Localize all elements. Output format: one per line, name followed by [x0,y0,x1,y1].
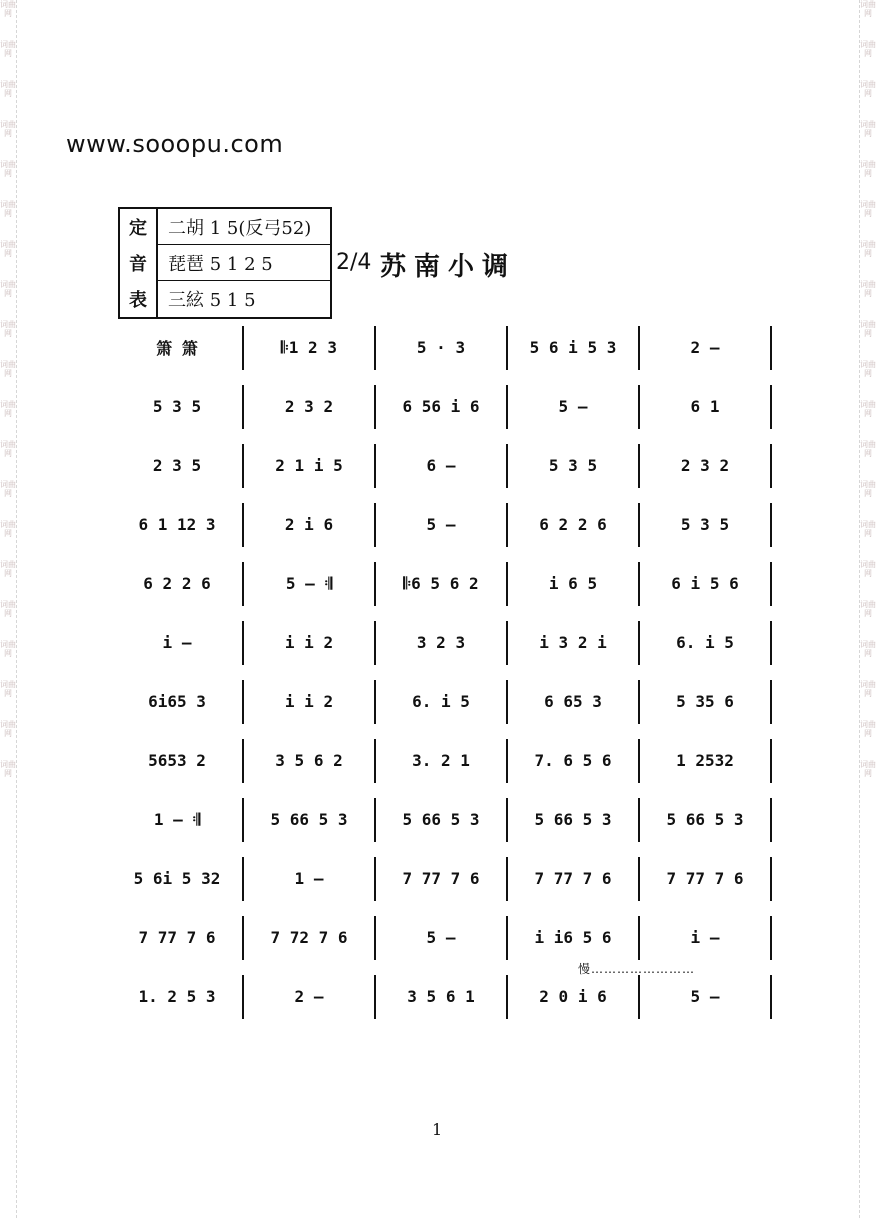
measure: 7. 6 5 6 [534,751,612,770]
watermark-text: 词曲网 [860,520,876,538]
measure: 5653 2 [148,751,206,770]
watermark-text: 词曲网 [860,80,876,98]
bar-line [770,975,772,1019]
ending-tempo-mark: 慢…………………… [578,962,696,976]
watermark-text: 词曲网 [0,160,16,178]
measure: 5 — 𝄇 [285,573,333,593]
measure: 5 — [558,397,588,416]
bar-line [770,444,772,488]
measure: 3 5 6 2 [275,751,343,770]
measure: 5 — [426,928,456,947]
watermark-text: 词曲网 [860,0,876,18]
score-line [112,790,772,849]
tuning-row-erhu: 二胡 1 5(反弓52) [156,209,330,245]
bar-line [770,916,772,960]
score-line [112,318,772,377]
score-line [112,849,772,908]
watermark-text: 词曲网 [0,120,16,138]
measure: 𝄆1 2 3 [281,337,337,357]
watermark-text: 词曲网 [0,600,16,618]
watermark-text: 词曲网 [0,280,16,298]
score-line [112,908,772,967]
measure: 6 2 2 6 [539,515,607,534]
measure: 6 1 12 3 [138,515,216,534]
measure: 3 5 6 1 [407,987,475,1006]
page-number: 1 [432,1120,443,1139]
measure: 7 77 7 6 [534,869,612,888]
watermark-text: 词曲网 [0,560,16,578]
measure: 5 — [426,515,456,534]
page-title: 苏南小调 [380,252,517,282]
watermark-text: 词曲网 [0,40,16,58]
measure: 2 — [294,987,324,1006]
measure: 5 3 5 [548,456,598,475]
measure: 6. i 5 [676,633,734,652]
measure: i — [690,928,720,947]
left-watermark-strip [0,0,17,1218]
score-line [112,554,772,613]
tuning-label: 定 [129,218,147,239]
tuning-label: 音 [129,254,147,275]
measure: 5 35 6 [676,692,734,711]
bar-line [770,385,772,429]
watermark-text: 词曲网 [860,640,876,658]
measure: 5 3 5 [152,397,202,416]
watermark-text: 词曲网 [860,120,876,138]
measure: 6i65 3 [148,692,206,711]
bar-line [770,621,772,665]
watermark-text: 词曲网 [0,320,16,338]
measure: i 3 2 i [539,633,607,652]
measure: 5 66 5 3 [534,810,612,829]
score-line [112,731,772,790]
watermark-text: 词曲网 [860,320,876,338]
score-line [112,613,772,672]
watermark-text: 词曲网 [0,80,16,98]
score-line [112,436,772,495]
watermark-text: 词曲网 [860,600,876,618]
score-line [112,495,772,554]
watermark-text: 词曲网 [860,720,876,738]
measure: 2 3 2 [680,456,730,475]
measure: 𝄆6 5 6 2 [403,573,479,593]
measure: 2 1 i 5 [275,456,343,475]
watermark-text: 词曲网 [0,640,16,658]
bar-line [770,798,772,842]
measure: 5 66 5 3 [270,810,348,829]
watermark-text: 词曲网 [860,240,876,258]
measure: 5 66 5 3 [402,810,480,829]
measure: 1. 2 5 3 [138,987,216,1006]
measure: 1 — [294,869,324,888]
measure: 2 3 2 [284,397,334,416]
bar-line [770,503,772,547]
watermark-text: 词曲网 [860,400,876,418]
measure: 2 0 i 6 [539,987,607,1006]
measure: i 6 5 [548,574,598,593]
measure: 5 66 5 3 [666,810,744,829]
watermark-text: 词曲网 [860,480,876,498]
measure: 6 i 5 6 [671,574,739,593]
measure: 5 6 i 5 3 [529,338,617,357]
measure: 5 · 3 [416,338,466,357]
tuning-rows [156,209,330,317]
measure: 3. 2 1 [412,751,470,770]
watermark-text: 词曲网 [0,360,16,378]
time-signature: 2/4 [336,250,372,275]
tuning-row-pipa: 琵琶 5 1 2 5 [156,245,330,281]
measure: 5 — [690,987,720,1006]
measure: 6 65 3 [544,692,602,711]
bar-line [770,739,772,783]
tuning-label-column [120,209,158,317]
watermark-text: 词曲网 [0,760,16,778]
tuning-row-sanxian: 三絃 5 1 5 [168,290,256,311]
right-watermark-strip [859,0,876,1218]
measure: 1 2532 [676,751,734,770]
watermark-text: 词曲网 [860,440,876,458]
watermark-text: 词曲网 [0,520,16,538]
measure: 6 56 i 6 [402,397,480,416]
measure: 2 — [690,338,720,357]
watermark-text: 词曲网 [0,480,16,498]
watermark-text: 词曲网 [860,760,876,778]
measure: 5 6i 5 32 [133,869,221,888]
watermark-text: 词曲网 [0,720,16,738]
measure: 7 72 7 6 [270,928,348,947]
measure: 7 77 7 6 [138,928,216,947]
watermark-text: 词曲网 [860,360,876,378]
measure: 6 1 [690,397,720,416]
measure: 3 2 3 [416,633,466,652]
bar-line [770,680,772,724]
measure: 1 — 𝄇 [153,809,201,829]
watermark-text: 词曲网 [860,160,876,178]
tuning-table [118,207,332,319]
measure: 7 77 7 6 [666,869,744,888]
watermark-text: 词曲网 [0,680,16,698]
measure: 2 3 5 [152,456,202,475]
watermark-text: 词曲网 [0,0,16,18]
watermark-text: 词曲网 [860,280,876,298]
watermark-text: 词曲网 [0,440,16,458]
measure: 7 77 7 6 [402,869,480,888]
measure: i i 2 [284,633,334,652]
measure: i i 2 [284,692,334,711]
score-line [112,377,772,436]
measure: 2 i 6 [284,515,334,534]
measure: 6 2 2 6 [143,574,211,593]
score-line [112,672,772,731]
watermark-text: 词曲网 [860,680,876,698]
bar-line [770,857,772,901]
measure: 6. i 5 [412,692,470,711]
watermark-text: 词曲网 [0,240,16,258]
bar-line [770,326,772,370]
measure: 箫 箫 [156,339,198,358]
measure: 6 — [426,456,456,475]
measure: i — [162,633,192,652]
score [112,318,772,1026]
watermark-text: 词曲网 [860,200,876,218]
watermark-text: 词曲网 [860,40,876,58]
site-url: www.sooopu.com [66,130,284,158]
measure: 5 3 5 [680,515,730,534]
watermark-text: 词曲网 [0,400,16,418]
bar-line [770,562,772,606]
measure: i i6 5 6 [534,928,612,947]
watermark-text: 词曲网 [860,560,876,578]
watermark-text: 词曲网 [0,200,16,218]
tuning-label: 表 [129,290,147,311]
